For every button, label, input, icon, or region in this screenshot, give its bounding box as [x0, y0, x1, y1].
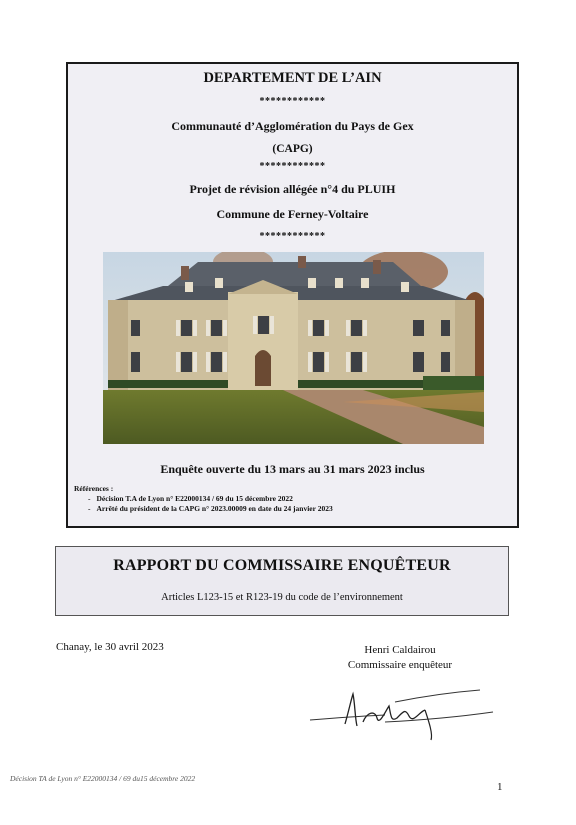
- separator-stars: ************: [259, 96, 326, 107]
- report-subtitle: Articles L123-15 et R123-19 du code de l’environnement: [161, 592, 403, 603]
- signatory-name: Henri Caldairou: [364, 644, 436, 656]
- references-label: Références :: [74, 484, 114, 493]
- signatory-role: Commissaire enquêteur: [347, 659, 453, 671]
- report-title-box: [55, 546, 509, 616]
- reference-item: - Décision T.A de Lyon n° E22000134 / 69 du 15 décembre 2022: [98, 494, 333, 504]
- reference-item: - Arrêté du président de la CAPG n° 2023.00009 en date du 24 janvier 2023: [98, 504, 333, 514]
- footer-reference: Décision TA de Lyon n° E22000134 / 69 du15 décembre 2022: [10, 774, 196, 783]
- separator-stars: ************: [259, 231, 326, 242]
- community-name: Communauté d’Agglomération du Pays de Gex: [171, 119, 414, 133]
- report-title: RAPPORT DU COMMISSAIRE ENQUÊTEUR: [113, 557, 451, 574]
- references-list: [74, 494, 333, 514]
- cover-frame: [66, 62, 519, 528]
- inquiry-dates: Enquête ouverte du 13 mars au 31 mars 2023 inclus: [160, 462, 425, 476]
- place-date: Chanay, le 30 avril 2023: [56, 641, 164, 653]
- department-title: DEPARTEMENT DE L’AIN: [203, 70, 382, 86]
- handwritten-signature: [305, 682, 495, 747]
- project-title: Projet de révision allégée n°4 du PLUIH: [189, 182, 396, 196]
- chateau-photo: [103, 252, 484, 444]
- references-block: [74, 484, 333, 514]
- separator-stars: ************: [259, 161, 326, 172]
- community-abbreviation: (CAPG): [272, 143, 313, 155]
- commune-name: Commune de Ferney-Voltaire: [216, 207, 369, 221]
- page-number: 1: [497, 781, 503, 793]
